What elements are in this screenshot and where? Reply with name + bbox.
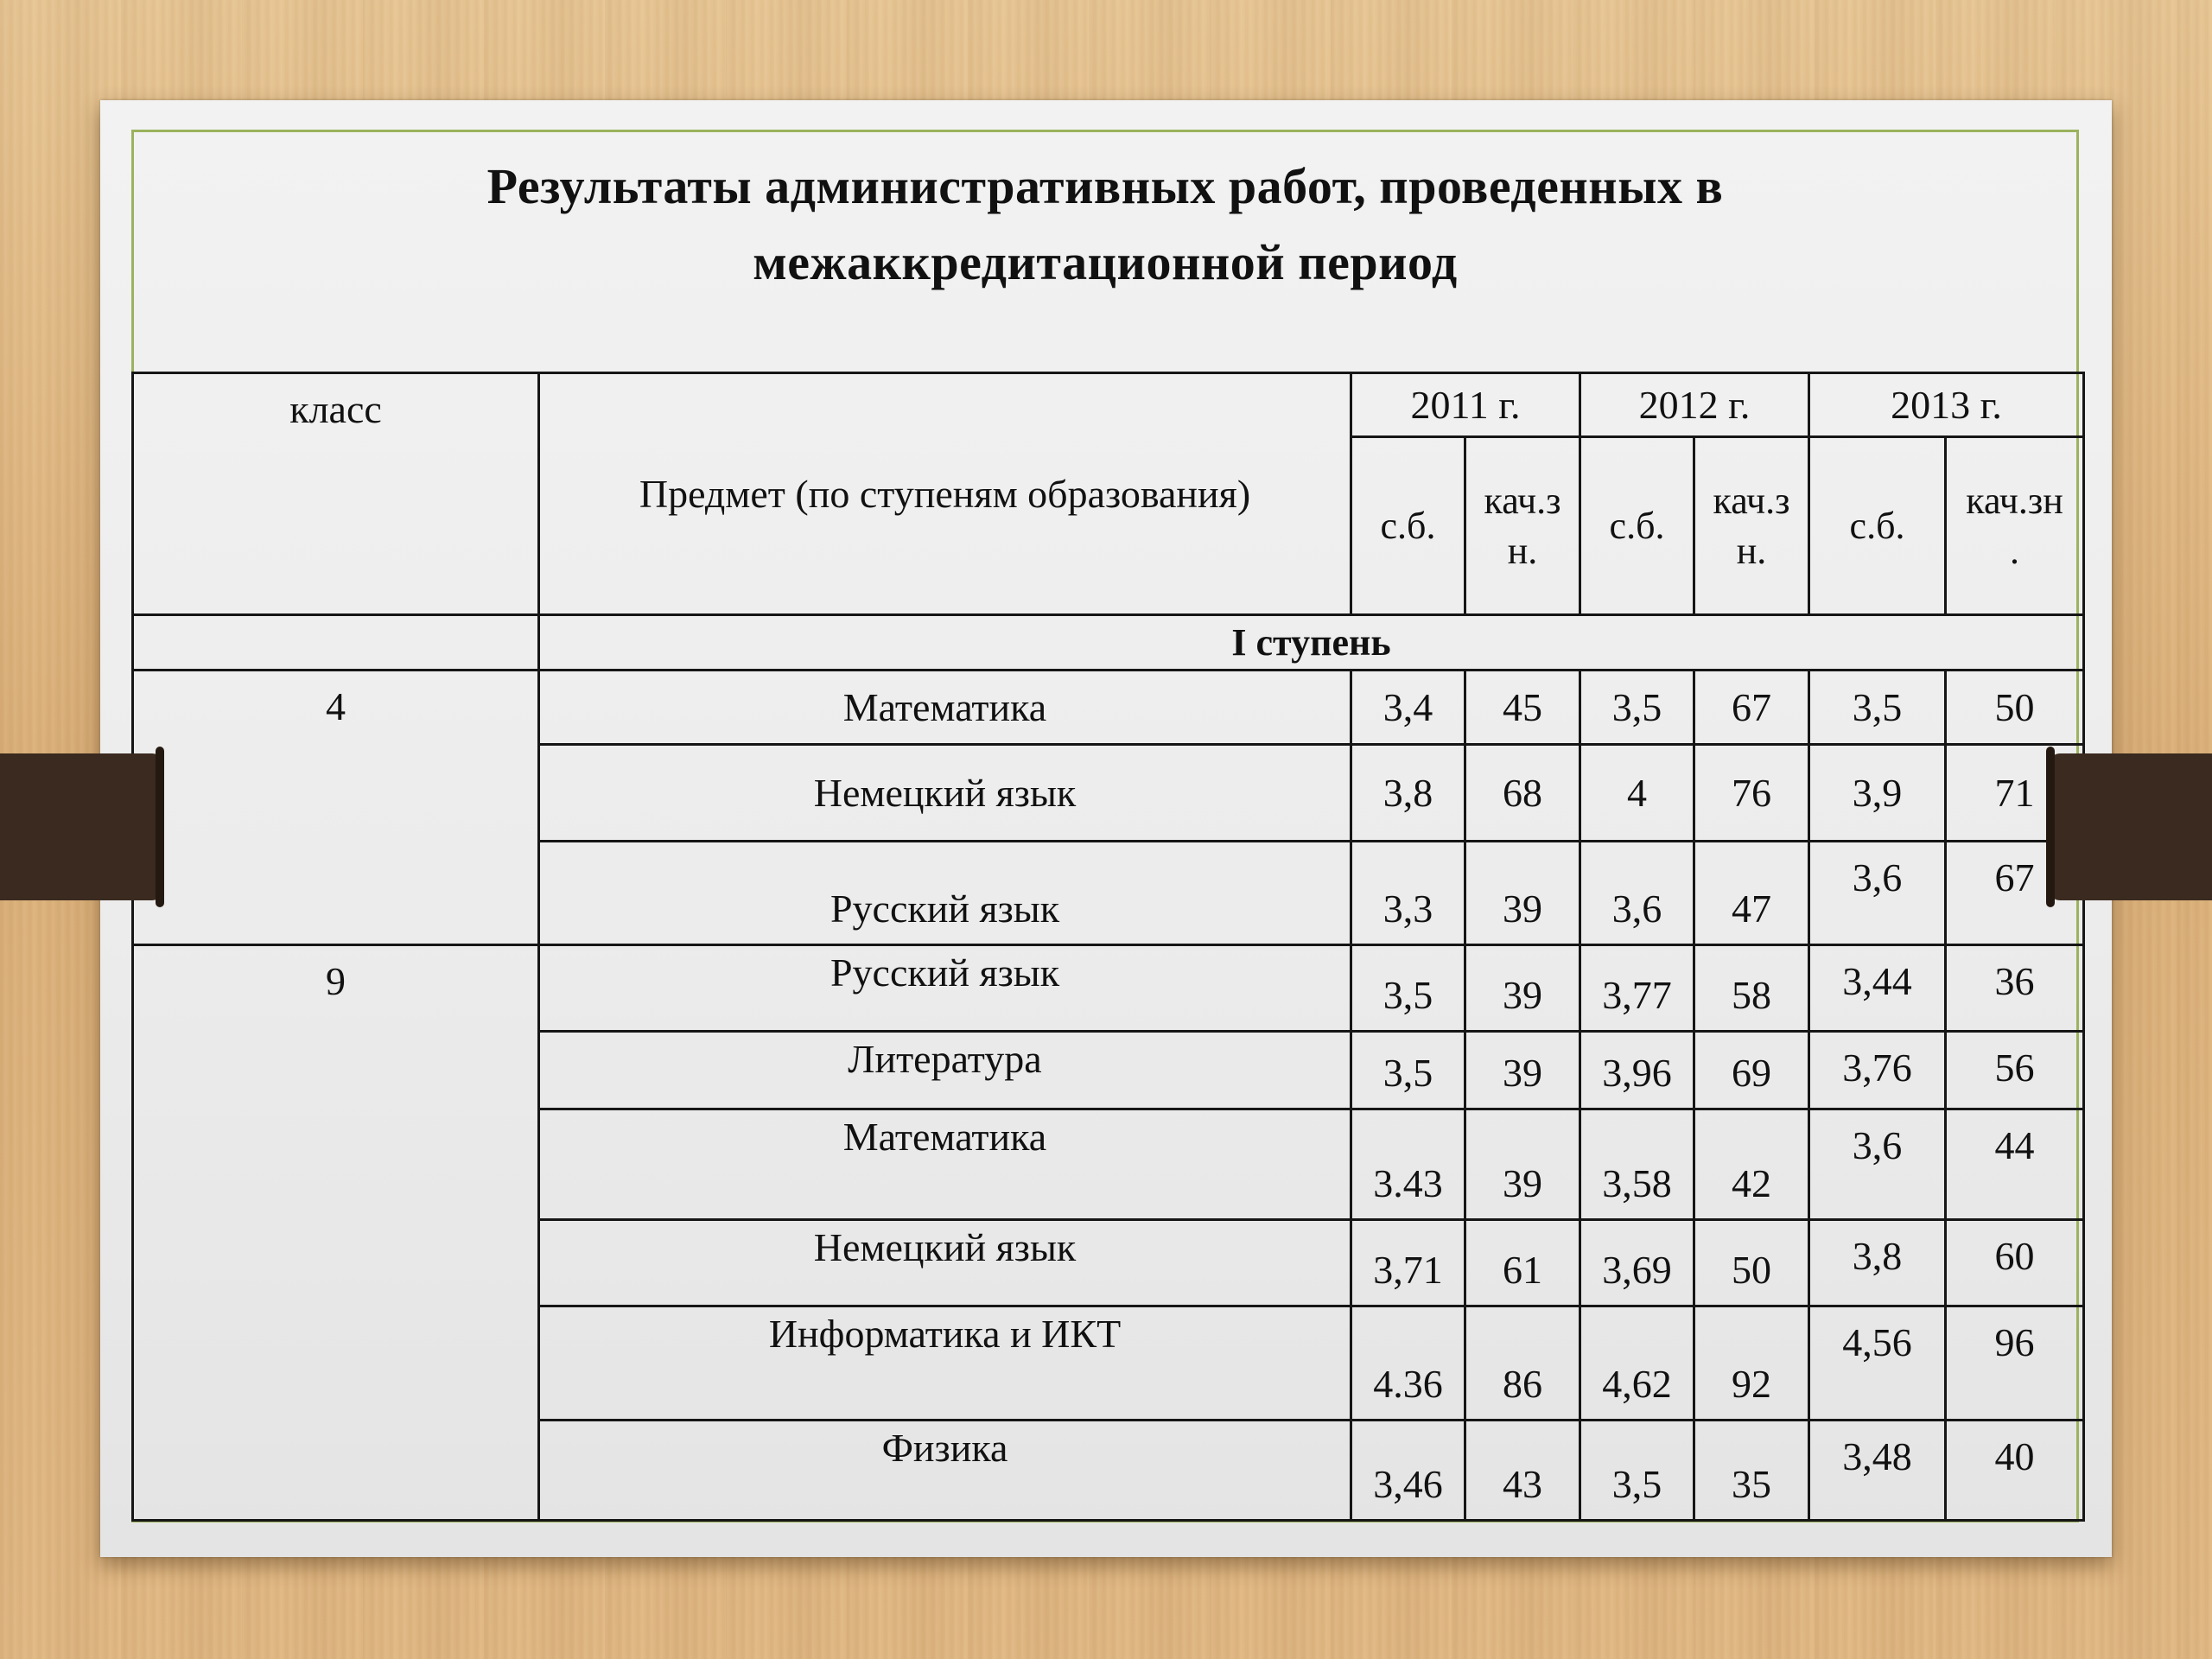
header-kach-2011-line2: н. xyxy=(1507,529,1538,572)
header-sb-2011: с.б. xyxy=(1351,437,1465,615)
subject-cell: Физика xyxy=(539,1421,1351,1521)
value-cell: 3,71 xyxy=(1351,1220,1465,1306)
value-cell: 61 xyxy=(1465,1220,1580,1306)
class-cell-4: 4 xyxy=(133,671,539,945)
value-cell: 39 xyxy=(1465,1109,1580,1220)
value-cell: 4,62 xyxy=(1580,1306,1694,1421)
class-cell-9: 9 xyxy=(133,945,539,1521)
stage-empty-cell xyxy=(133,615,539,671)
header-subject: Предмет (по ступеням образования) xyxy=(539,373,1351,615)
subject-cell: Информатика и ИКТ xyxy=(539,1306,1351,1421)
slide-title xyxy=(131,149,2079,301)
value-cell: 45 xyxy=(1465,671,1580,745)
table-row xyxy=(133,945,2084,1032)
title-line-2: межаккредитационной период xyxy=(753,234,1458,290)
table-row xyxy=(133,671,2084,745)
value-cell: 3,6 xyxy=(1809,842,1946,945)
value-cell: 3.43 xyxy=(1351,1109,1465,1220)
header-year-2013: 2013 г. xyxy=(1809,373,2084,437)
subject-cell: Математика xyxy=(539,671,1351,745)
value-cell: 4 xyxy=(1580,745,1694,842)
value-cell: 56 xyxy=(1946,1032,2084,1109)
value-cell: 39 xyxy=(1465,1032,1580,1109)
value-cell: 3,5 xyxy=(1580,1421,1694,1521)
value-cell: 44 xyxy=(1946,1109,2084,1220)
value-cell: 47 xyxy=(1694,842,1809,945)
value-cell: 96 xyxy=(1946,1306,2084,1421)
subject-cell: Русский язык xyxy=(539,842,1351,945)
value-cell: 3,8 xyxy=(1809,1220,1946,1306)
header-kach-2012 xyxy=(1694,437,1809,615)
value-cell: 4,56 xyxy=(1809,1306,1946,1421)
binder-clip-right-edge xyxy=(2046,747,2055,907)
value-cell: 3,77 xyxy=(1580,945,1694,1032)
subject-cell: Немецкий язык xyxy=(539,1220,1351,1306)
value-cell: 71 xyxy=(1946,745,2084,842)
header-kach-2013-line2: . xyxy=(2010,529,2020,572)
value-cell: 69 xyxy=(1694,1032,1809,1109)
header-kach-2011 xyxy=(1465,437,1580,615)
binder-clip-right xyxy=(2050,753,2212,900)
value-cell: 39 xyxy=(1465,842,1580,945)
value-cell: 3,5 xyxy=(1580,671,1694,745)
header-kach-2013 xyxy=(1946,437,2084,615)
header-year-2011: 2011 г. xyxy=(1351,373,1580,437)
value-cell: 3,48 xyxy=(1809,1421,1946,1521)
value-cell: 3,5 xyxy=(1351,945,1465,1032)
value-cell: 39 xyxy=(1465,945,1580,1032)
value-cell: 60 xyxy=(1946,1220,2084,1306)
title-line-1: Результаты административных работ, проведенных в xyxy=(486,158,1724,214)
header-sb-2012: с.б. xyxy=(1580,437,1694,615)
value-cell: 43 xyxy=(1465,1421,1580,1521)
value-cell: 3,69 xyxy=(1580,1220,1694,1306)
header-kach-2012-line2: н. xyxy=(1736,529,1767,572)
value-cell: 3,8 xyxy=(1351,745,1465,842)
value-cell: 76 xyxy=(1694,745,1809,842)
subject-cell: Литература xyxy=(539,1032,1351,1109)
value-cell: 3,44 xyxy=(1809,945,1946,1032)
value-cell: 86 xyxy=(1465,1306,1580,1421)
value-cell: 50 xyxy=(1694,1220,1809,1306)
value-cell: 50 xyxy=(1946,671,2084,745)
value-cell: 3,5 xyxy=(1351,1032,1465,1109)
value-cell: 58 xyxy=(1694,945,1809,1032)
header-sb-2013: с.б. xyxy=(1809,437,1946,615)
value-cell: 92 xyxy=(1694,1306,1809,1421)
header-year-2012: 2012 г. xyxy=(1580,373,1809,437)
header-kach-2013-line1: кач.зн xyxy=(1966,479,2063,522)
subject-cell: Русский язык xyxy=(539,945,1351,1032)
header-kach-2011-line1: кач.з xyxy=(1484,479,1561,522)
binder-clip-left xyxy=(0,753,162,900)
stage-label: I ступень xyxy=(539,615,2084,671)
value-cell: 3,5 xyxy=(1809,671,1946,745)
value-cell: 3,46 xyxy=(1351,1421,1465,1521)
value-cell: 36 xyxy=(1946,945,2084,1032)
subject-cell: Немецкий язык xyxy=(539,745,1351,842)
value-cell: 68 xyxy=(1465,745,1580,842)
value-cell: 3,76 xyxy=(1809,1032,1946,1109)
value-cell: 4.36 xyxy=(1351,1306,1465,1421)
stage-row xyxy=(133,615,2084,671)
header-class: класс xyxy=(133,373,539,615)
value-cell: 3,4 xyxy=(1351,671,1465,745)
value-cell: 3,6 xyxy=(1809,1109,1946,1220)
results-table xyxy=(131,372,2085,1522)
binder-clip-left-edge xyxy=(156,747,164,907)
value-cell: 3,96 xyxy=(1580,1032,1694,1109)
value-cell: 40 xyxy=(1946,1421,2084,1521)
value-cell: 67 xyxy=(1694,671,1809,745)
header-kach-2012-line1: кач.з xyxy=(1713,479,1790,522)
value-cell: 3,6 xyxy=(1580,842,1694,945)
subject-cell: Математика xyxy=(539,1109,1351,1220)
value-cell: 67 xyxy=(1946,842,2084,945)
value-cell: 3,9 xyxy=(1809,745,1946,842)
value-cell: 35 xyxy=(1694,1421,1809,1521)
header-row-years xyxy=(133,373,2084,437)
value-cell: 3,58 xyxy=(1580,1109,1694,1220)
value-cell: 3,3 xyxy=(1351,842,1465,945)
value-cell: 42 xyxy=(1694,1109,1809,1220)
